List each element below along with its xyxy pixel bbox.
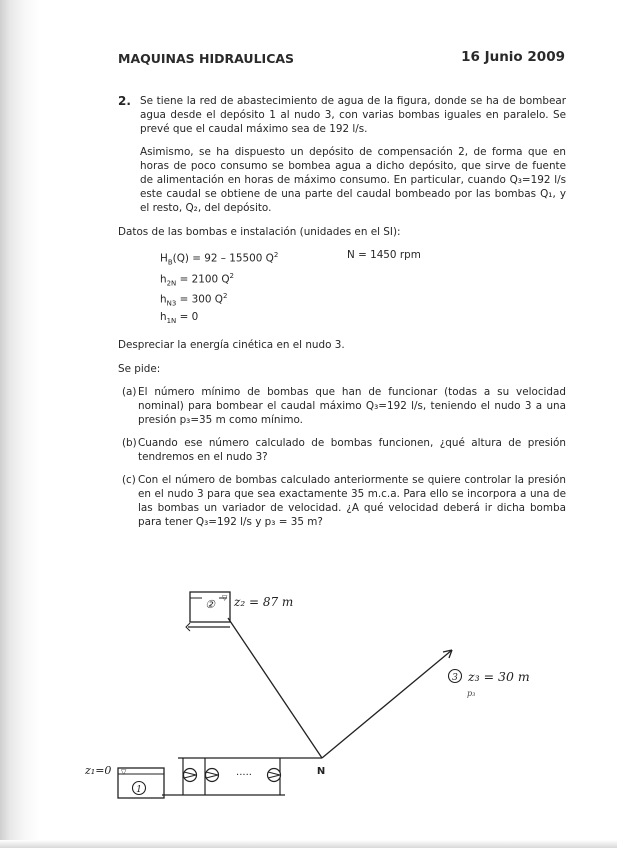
course-title: MAQUINAS HIDRAULICAS	[118, 51, 295, 66]
question-text: Con el número de bombas calculado anteriormente se quiere controlar la presión en el nudo 3 para que sea exactamente 35 m.c.a. Para ello se incorpora a una de las bombas un variador de velocidad. ¿A qué velocidad deberá ir dicha bomba para tener Q₃=192 l/s y p₃ = 35 m?	[138, 473, 566, 528]
pump-icon	[268, 769, 281, 782]
problem-intro: Se tiene la red de abastecimiento de agua de la figura, donde se ha de bombear agua desde el depósito 1 al nudo 3, con varias bombas iguales en paralelo. Se prevé que el caudal máximo sea de 192 l/s.	[140, 95, 566, 135]
node-3-note: p₃	[467, 689, 476, 698]
question-letter: (a)	[122, 385, 137, 398]
formula-loss-n3: $h_{N3} = 300$ $Q^2$	[160, 292, 228, 308]
neglect-note: Despreciar la energía cinética en el nudo 3.	[118, 338, 345, 351]
tank-2-elevation: z₂ = 87 m	[234, 595, 294, 609]
tank-1-label: 1	[136, 785, 142, 795]
pump-bank	[183, 758, 281, 795]
node-3	[449, 669, 530, 698]
tank-1	[118, 768, 164, 798]
question-text: El número mínimo de bombas que han de funcionar (todas a su velocidad nominal) para bombear el caudal máximo Q₃=192 l/s, teniendo el nudo 3 a una presión p₃=35 m como mínimo.	[138, 385, 566, 426]
question-letter: (c)	[122, 473, 136, 486]
pumps-ellipsis: ·····	[236, 770, 252, 781]
pump-icon	[206, 769, 219, 782]
problem-body	[118, 94, 566, 529]
svg-text:3: 3	[452, 673, 458, 683]
formula-rpm: N = 1450 rpm	[347, 249, 421, 261]
question-b	[118, 436, 566, 464]
node-3-elevation: z₃ = 30 m	[468, 669, 530, 684]
data-heading: Datos de las bombas e instalación (unidades en el SI):	[118, 226, 401, 238]
pump-icon	[184, 769, 197, 782]
asks-heading: Se pide:	[118, 362, 161, 375]
problem-statement	[118, 94, 566, 136]
tank-2-label: ②	[205, 598, 215, 611]
node-n-label: N	[316, 766, 326, 777]
question-a	[118, 385, 566, 427]
pipe-2N	[228, 618, 322, 758]
formula-loss-2n: $h_{2N} = 2100$ $Q^2$	[160, 271, 235, 288]
exam-date: 16 Junio 2009	[461, 49, 565, 65]
problem-number: 2.	[118, 94, 131, 108]
problem-para2: Asimismo, se ha dispuesto un depósito de compensación 2, de forma que en horas de poco consumo se bombea agua a dicho depósito, que sirve de fuente de alimentación en horas de máximo consumo. En particular, cuando Q₃=192 l/s este caudal se obtiene de una parte del caudal bombeado por las bombas Q₁, y el resto, Q₂, del depósito.	[140, 146, 566, 214]
question-text: Cuando ese número calculado de bombas funcionen, ¿qué altura de presión tendremos en el nudo 3?	[138, 436, 566, 463]
formula-block	[160, 249, 566, 328]
svg-text:▽: ▽	[121, 768, 127, 776]
tank-2	[186, 592, 230, 631]
formula-pump-curve: $H_B(Q) = 92 - 15500$ $Q^2$	[160, 251, 279, 267]
question-letter: (b)	[122, 436, 137, 449]
pipe-N3	[322, 650, 452, 758]
question-c	[118, 473, 566, 529]
network-diagram	[0, 560, 617, 848]
formula-loss-1n: $h_{1N} = 0$	[160, 310, 199, 325]
tank-1-elevation: z₁=0	[85, 764, 112, 777]
svg-text:▽: ▽	[222, 594, 228, 602]
